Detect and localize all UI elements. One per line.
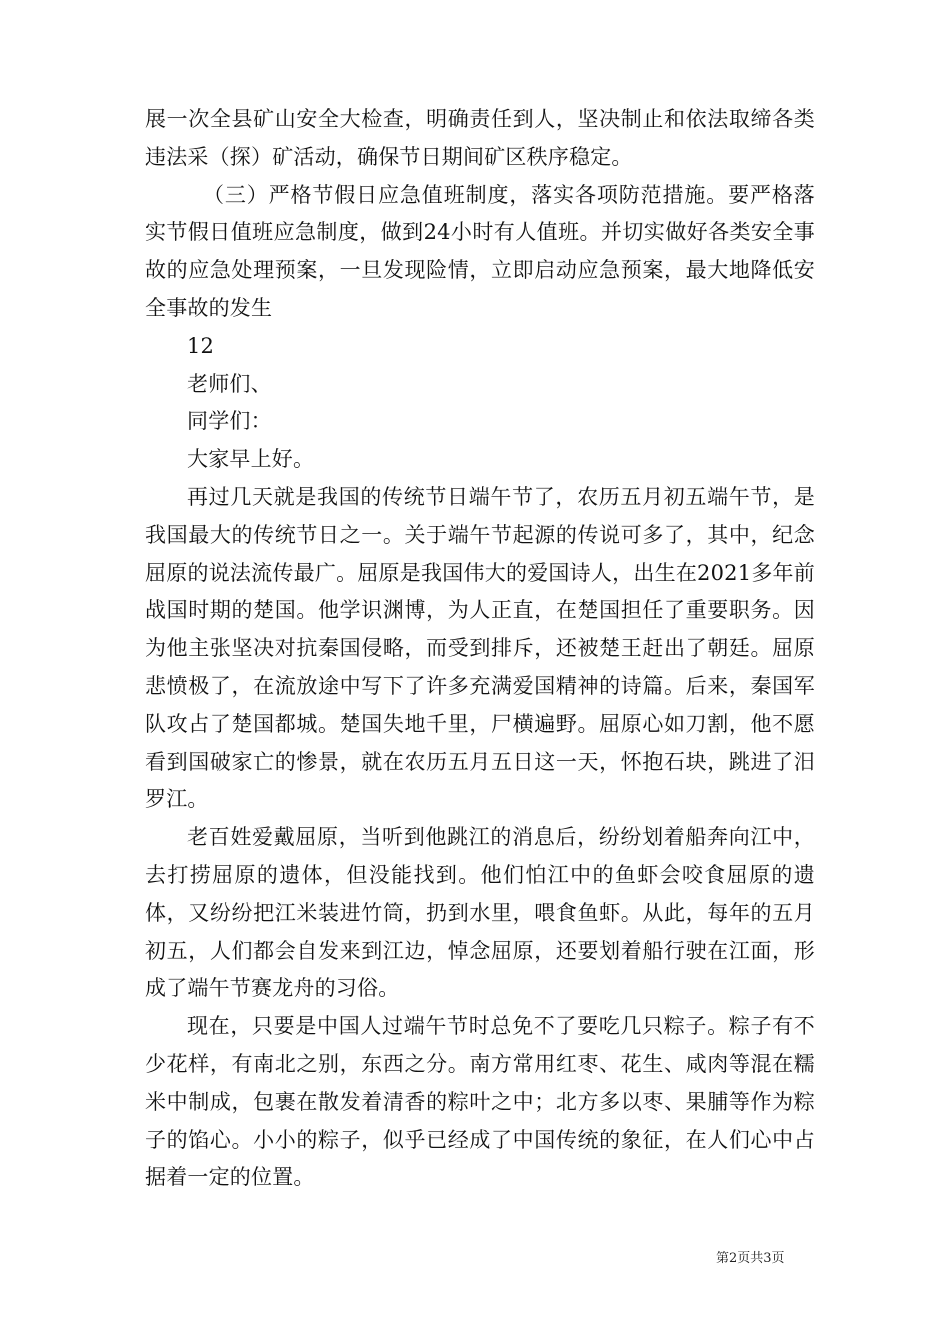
paragraph-zongzi: 现在，只要是中国人过端午节时总免不了要吃几只粽子。粽子有不少花样，有南北之别，东西之分。南方常用红枣、花生、咸肉等混在糯米中制成，包裹在散发着清香的粽叶之中；北方多以枣、果脯等作为粽子的馅心。小小的粽子，似乎已经成了中国传统的象征，在人们心中占据着一定的位置。 [145, 1014, 815, 1190]
paragraph-greeting-teachers: 老师们、 [187, 371, 272, 396]
paragraph-dragon-boat-custom: 老百姓爱戴屈原，当听到他跳江的消息后，纷纷划着船奔向江中，去打捞屈原的遗体，但没能找到。他们怕江中的鱼虾会咬食屈原的遗体，又纷纷把江米装进竹筒，扔到水里，喂食鱼虾。从此，每年的五月初五，人们都会自发来到江边，悼念屈原，还要划着船行驶在江面，形成了端午节赛龙舟的习俗。 [145, 825, 815, 1001]
document-body [145, 101, 815, 1197]
paragraph-greeting-students: 同学们： [187, 409, 272, 434]
paragraph-section-three: （三）严格节假日应急值班制度，落实各项防范措施。要严格落实节假日值班应急制度，做到24小时有人值班。并切实做好各类安全事故的应急处理预案，一旦发现险情，立即启动应急预案，最大地降低安全事故的发生 [145, 182, 815, 320]
paragraph-good-morning: 大家早上好。 [187, 447, 315, 472]
page-number-footer: 第2页共3页 [716, 1251, 785, 1266]
paragraph-continuation: 展一次全县矿山安全大检查，明确责任到人，坚决制止和依法取缔各类违法采（探）矿活动，确保节日期间矿区秩序稳定。 [145, 107, 815, 169]
paragraph-number: 12 [187, 333, 215, 358]
paragraph-dragon-boat-origin: 再过几天就是我国的传统节日端午节了，农历五月初五端午节，是我国最大的传统节日之一。关于端午节起源的传说可多了，其中，纪念屈原的说法流传最广。屈原是我国伟大的爱国诗人，出生在2021多年前战国时期的楚国。他学识渊博，为人正直，在楚国担任了重要职务。因为他主张坚决对抗秦国侵略，而受到排斥，还被楚王赶出了朝廷。屈原悲愤极了，在流放途中写下了许多充满爱国精神的诗篇。后来，秦国军队攻占了楚国都城。楚国失地千里，尸横遍野。屈原心如刀割，他不愿看到国破家亡的惨景，就在农历五月五日这一天，怀抱石块，跳进了汨罗江。 [145, 484, 815, 812]
